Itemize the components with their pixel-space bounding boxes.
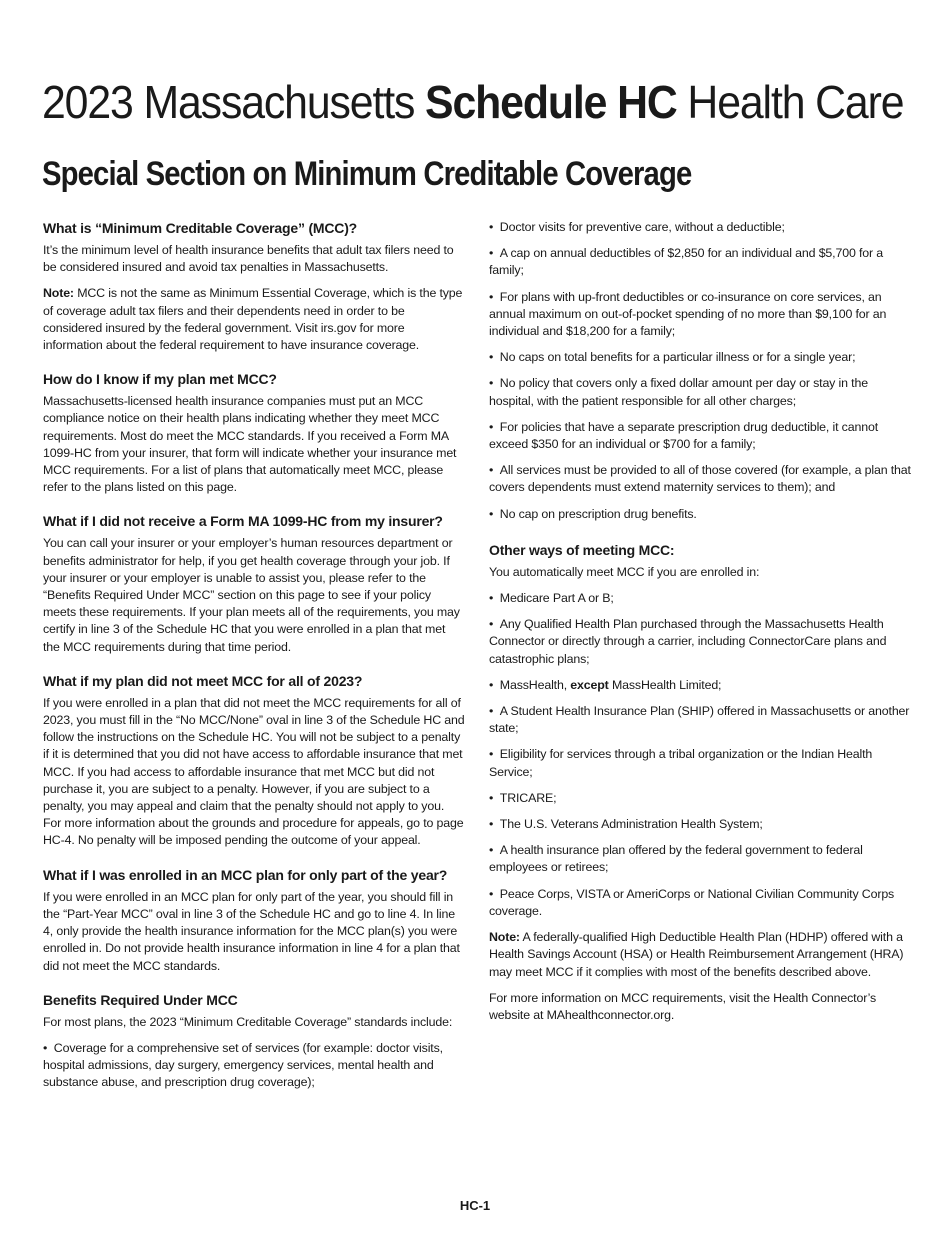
bullet-item: • For plans with up-front deductibles or co-insurance on core services, an annual maximum on out-of-pocket spending of no more than $9,100 for an individual and $18,200 for a family;	[489, 289, 913, 341]
title-bold: Schedule HC	[425, 76, 677, 128]
section-heading: How do I know if my plan met MCC?	[43, 371, 277, 388]
title-prefix: 2023 Massachusetts	[42, 76, 426, 128]
bullet-item: • A Student Health Insurance Plan (SHIP) offered in Massachusetts or another state;	[489, 703, 913, 737]
note-text: A federally-qualified High Deductible Health Plan (HDHP) offered with a Health Savings Account (HSA) or Health Reimbursement Arrangement (HRA) may meet MCC if it complies with most of the benefits described above.	[489, 930, 904, 979]
note-label: Note:	[489, 930, 520, 945]
note-text: MCC is not the same as Minimum Essential Coverage, which is the type of coverage adult tax filers and their dependents need in order to be considered insured by the federal government. Visit irs.gov for more information about the federal requirement to have insurance coverage.	[43, 286, 463, 353]
section-what-is-mcc	[43, 219, 465, 354]
left-column	[43, 219, 465, 1108]
section-how-know	[43, 370, 465, 496]
section-heading: What if I was enrolled in an MCC plan for only part of the year?	[43, 866, 448, 883]
section-heading: Benefits Required Under MCC	[43, 991, 238, 1008]
title-suffix: Health Care	[676, 76, 904, 128]
right-column	[489, 219, 913, 1040]
page-subtitle: Special Section on Minimum Creditable Coverage	[42, 155, 692, 193]
section-heading: What if my plan did not meet MCC for all of 2023?	[43, 672, 363, 689]
note-paragraph	[489, 929, 913, 981]
section-part-year	[43, 866, 465, 975]
bullet-item: • The U.S. Veterans Administration Health System;	[489, 816, 913, 833]
page-title	[42, 74, 903, 130]
bullet-item: • A health insurance plan offered by the federal government to federal employees or retirees;	[489, 842, 913, 876]
bullet-item: • No cap on prescription drug benefits.	[489, 506, 913, 523]
section-not-meet	[43, 672, 465, 850]
paragraph: For most plans, the 2023 “Minimum Creditable Coverage” standards include:	[43, 1014, 453, 1029]
bullet-item: • Eligibility for services through a tribal organization or the Indian Health Service;	[489, 746, 913, 780]
bullet-item: • TRICARE;	[489, 790, 913, 807]
bullet-item: • Doctor visits for preventive care, without a deductible;	[489, 219, 913, 236]
bullet-text: MassHealth Limited;	[608, 677, 722, 692]
bullet-item: • Any Qualified Health Plan purchased through the Massachusetts Health Connector or directly through a carrier, including ConnectorCare plans and catastrophic plans;	[489, 616, 913, 668]
bullet-item: • No policy that covers only a fixed dollar amount per day or stay in the hospital, with the patient responsible for all other charges;	[489, 375, 913, 409]
section-heading: Other ways of meeting MCC:	[489, 541, 675, 558]
section-heading: What is “Minimum Creditable Coverage” (MCC)?	[43, 220, 358, 236]
bullet-item	[489, 677, 913, 694]
bullet-item: • Coverage for a comprehensive set of services (for example: doctor visits, hospital admissions, day surgery, emergency services, mental health and substance abuse, and prescription drug coverage);	[43, 1040, 465, 1092]
section-not-receive	[43, 512, 465, 655]
paragraph: You can call your insurer or your employer’s human resources department or benefits administrator for help, if you get health coverage through your job. If your insurer or your employer is unable to assist you, please refer to the “Benefits Required Under MCC” section on this page to see if your policy meets these requirements. If your plan meets all of the requirements, you may certify in line 3 of the Schedule HC that you were enrolled in a plan that met the MCC requirements during that time period.	[43, 536, 460, 654]
section-other-ways	[489, 541, 913, 1024]
bullet-item: • No caps on total benefits for a particular illness or for a single year;	[489, 349, 913, 366]
paragraph: For more information on MCC requirements, visit the Health Connector’s website at MAhealthconnector.org.	[489, 990, 877, 1022]
paragraph: If you were enrolled in an MCC plan for only part of the year, you should fill in the “Part-Year MCC” oval in line 3 of the Schedule HC and go to line 4. In line 4, only provide the health insurance information for the MCC plan(s) you were enrolled in. Do not provide health insurance information in line 4 for a plan that did not meet the MCC standards.	[43, 889, 460, 973]
bullet-item: • Peace Corps, VISTA or AmeriCorps or National Civilian Community Corps coverage.	[489, 886, 913, 920]
page-number: HC-1	[459, 1198, 491, 1213]
note-paragraph	[43, 285, 465, 354]
paragraph: If you were enrolled in a plan that did not meet the MCC requirements for all of 2023, you must fill in the “No MCC/None” oval in line 3 of the Schedule HC and follow the instructions on the Schedule HC. You will not be subject to a penalty if it is determined that you did not have access to affordable insurance that met MCC. If you had access to affordable insurance that met MCC but did not purchase it, you are subject to a penalty. However, if you are subject to a penalty, you may appeal and claim that the penalty should not apply to you. For more information about the grounds and procedure for appeals, go to page HC-4. No penalty will be imposed pending the outcome of your appeal.	[43, 695, 465, 848]
bullet-item: • For policies that have a separate prescription drug deductible, it cannot exceed $350 for an individual or $700 for a family;	[489, 419, 913, 453]
section-heading: What if I did not receive a Form MA 1099-HC from my insurer?	[43, 513, 443, 530]
paragraph: You automatically meet MCC if you are enrolled in:	[489, 564, 760, 579]
bullet-item: • Medicare Part A or B;	[489, 590, 913, 607]
section-benefits	[43, 991, 465, 1092]
bullet-item: • A cap on annual deductibles of $2,850 for an individual and $5,700 for a family;	[489, 245, 913, 279]
bullet-item: • All services must be provided to all of those covered (for example, a plan that covers dependents must extend maternity services to them); and	[489, 462, 913, 496]
benefits-list	[489, 219, 913, 523]
paragraph: Massachusetts-licensed health insurance companies must put an MCC compliance notice on their health plans indicating whether they meet MCC requirements. Most do meet the MCC standards. If you received a Form MA 1099-HC from your insurer, that form will indicate whether your insurance met MCC requirements. For a list of plans that automatically meet MCC, please refer to the plans listed on this page.	[43, 394, 457, 495]
bullet-emphasis: except	[570, 677, 609, 692]
bullet-text: MassHealth,	[499, 677, 571, 692]
paragraph: It’s the minimum level of health insurance benefits that adult tax filers need to be considered insured and avoid tax penalties in Massachusetts.	[43, 243, 454, 275]
note-label: Note:	[43, 286, 74, 301]
